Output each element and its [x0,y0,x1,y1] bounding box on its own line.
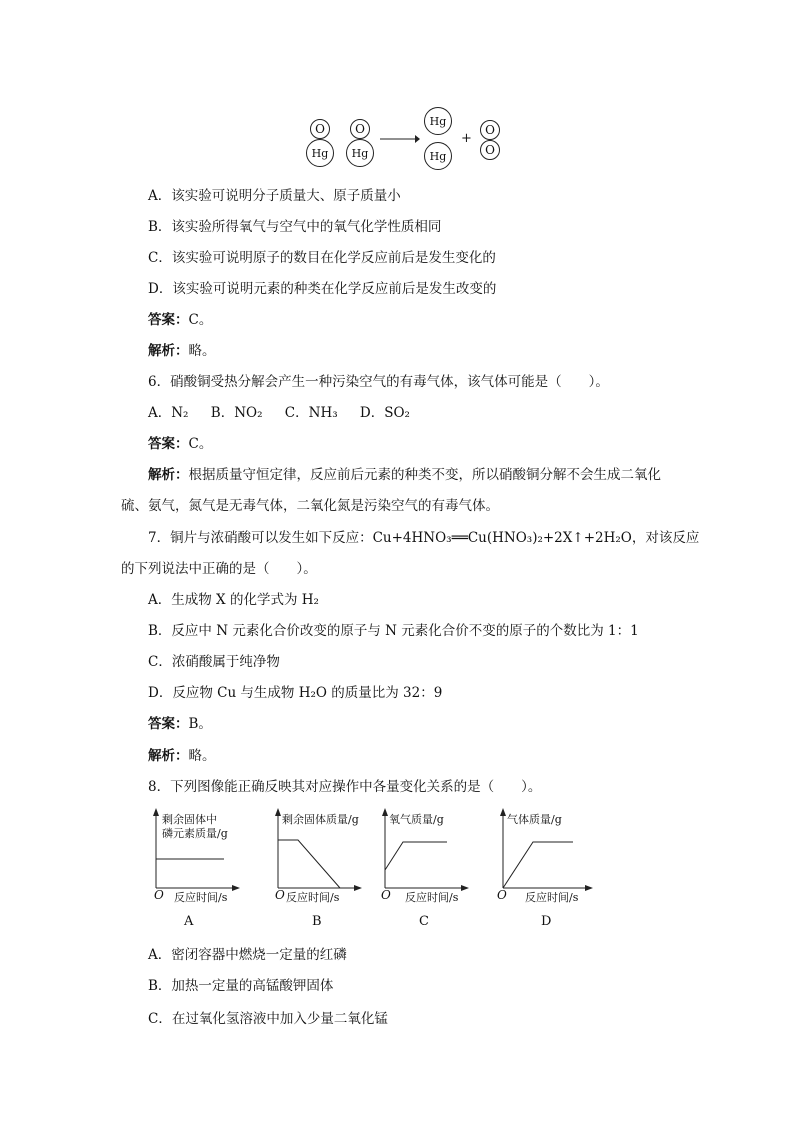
graph-b-letter: B [312,914,322,929]
graph-b-xlabel: 反应时间/s [286,891,340,904]
graph-c-xlabel: 反应时间/s [405,891,459,904]
graph-d [495,808,605,928]
graph-b-origin: O [275,888,285,902]
plus-sign: + [461,131,472,146]
graph-d-xlabel: 反应时间/s [525,891,579,904]
reaction-arrow [380,134,420,144]
q6-option-d: D．SO₂ [359,405,410,421]
oxygen-atom: O [480,120,500,140]
q7-option-d: D．反应物 Cu 与生成物 H₂O 的质量比为 32：9 [148,685,443,701]
graph-d-letter: D [541,914,552,929]
q8-option-b: B．加热一定量的高锰酸钾固体 [148,978,334,994]
oxygen-atom: O [480,140,500,160]
graph-d-ylabel: 气体质量/g [507,813,562,826]
graph-c [377,808,477,928]
graph-c-letter: C [419,914,429,929]
q6-options [148,403,410,423]
graph-c-origin: O [381,888,391,902]
q5-analysis: 解析：略。 [148,343,216,359]
q5-answer: 答案：C。 [148,312,213,328]
q7-analysis: 解析：略。 [148,748,216,764]
q6-option-a: A．N₂ [148,405,189,421]
q7-option-c: C．浓硝酸属于纯净物 [148,654,280,670]
q8-option-c: C．在过氧化氢溶液中加入少量二氧化锰 [148,1011,388,1027]
mercury-atom: Hg [306,139,334,167]
graph-a-letter: A [184,914,194,929]
q7-answer: 答案：B。 [148,716,212,732]
graph-b-curve [278,840,340,888]
molecule-diagram [300,112,510,174]
q7-stem-cont: 的下列说法中正确的是（ ）。 [121,561,317,577]
mercury-atom: Hg [346,139,374,167]
q5-option-d: D．该实验可说明元素的种类在化学反应前后是发生改变的 [148,281,497,297]
q5-option-a: A．该实验可说明分子质量大、原子质量小 [148,188,401,204]
q8-stem: 8．下列图像能正确反映其对应操作中各量变化关系的是（ ）。 [148,779,542,795]
q5-option-b: B．该实验所得氧气与空气中的氧气化学性质相同 [148,219,442,235]
graph-c-curve [385,842,447,870]
q6-stem: 6．硝酸铜受热分解会产生一种污染空气的有毒气体，该气体可能是（ ）。 [148,374,609,390]
graph-d-origin: O [497,888,507,902]
graph-a-origin: O [154,888,164,902]
oxygen-atom: O [350,119,370,139]
q7-option-b: B．反应中 N 元素化合价改变的原子与 N 元素化合价不变的原子的个数比为 1：1 [148,623,639,639]
q7-option-a: A．生成物 X 的化学式为 H₂ [148,592,319,608]
mercury-atom: Hg [424,142,452,170]
mercury-atom: Hg [424,107,452,135]
graph-a-ylabel-2: 磷元素质量/g [162,827,228,840]
oxygen-atom: O [310,119,330,139]
graph-d-curve [503,842,573,888]
graph-b-ylabel: 剩余固体质量/g [282,813,359,826]
q6-option-c: C．NH₃ [284,405,338,421]
q8-option-a: A．密闭容器中燃烧一定量的红磷 [148,947,347,963]
graph-a-xlabel: 反应时间/s [174,891,228,904]
q7-stem: 7．铜片与浓硝酸可以发生如下反应：Cu+4HNO₃══Cu(HNO₃)₂+2X↑+2H₂O，对该反应 [148,530,700,546]
q5-option-c: C．该实验可说明原子的数目在化学反应前后是发生变化的 [148,250,496,266]
q6-answer: 答案：C。 [148,436,213,452]
graph-a-ylabel-1: 剩余固体中 [162,813,217,826]
q6-analysis-cont: 硫、氨气，氮气是无毒气体，二氧化氮是污染空气的有毒气体。 [121,498,499,514]
q6-analysis: 解析：根据质量守恒定律，反应前后元素的种类不变，所以硝酸铜分解不会生成二氧化 [148,467,661,483]
graph-c-ylabel: 氧气质量/g [389,813,444,826]
q6-option-b: B．NO₂ [210,405,263,421]
graph-b [270,808,370,928]
graph-a [148,808,248,928]
